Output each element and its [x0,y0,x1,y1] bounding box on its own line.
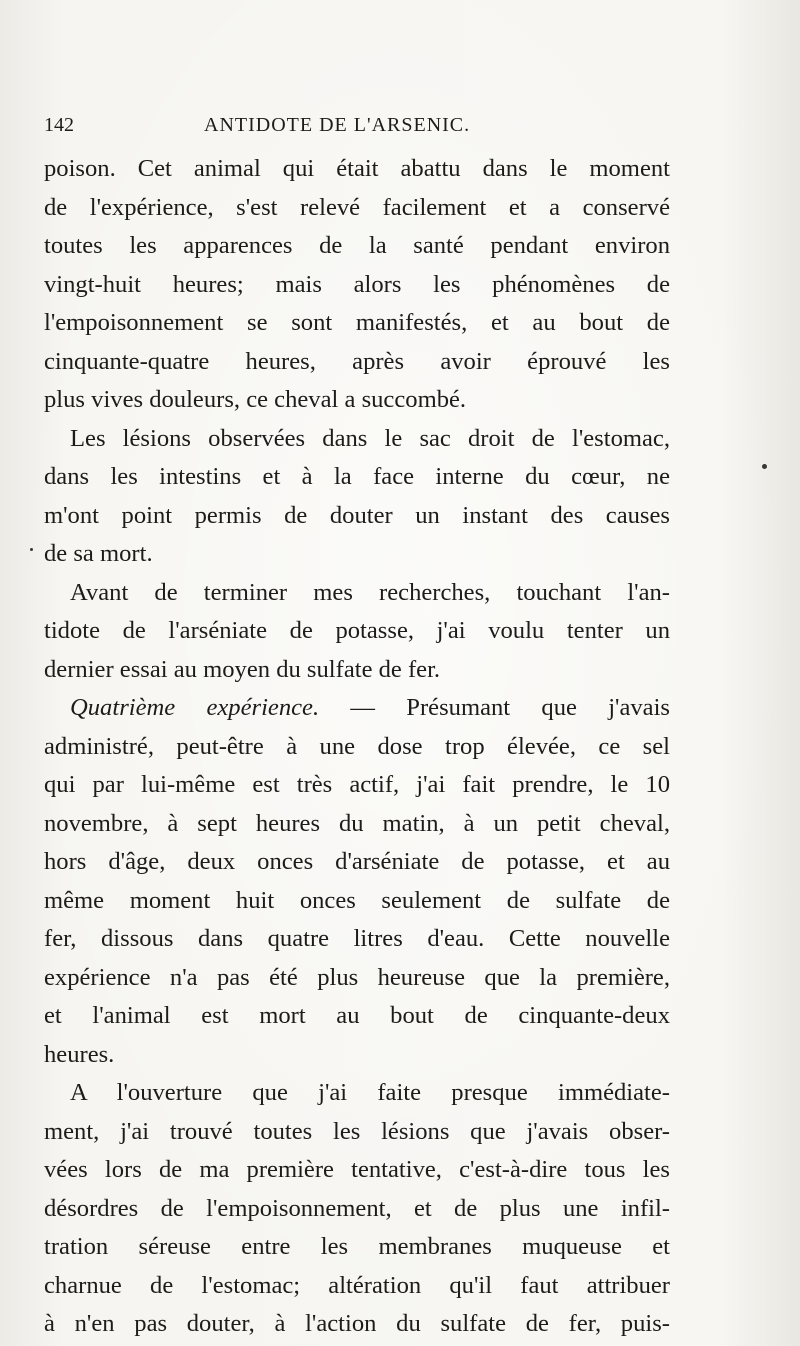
text-line: poison. Cet animal qui était abattu dans le moment [44,155,670,182]
text-line: même moment huit onces seulement de sulfate de [44,886,670,914]
text-line: toutes les apparences de la santé pendant environ [44,232,670,259]
print-speck [762,464,767,469]
text-line: cinquante-quatre heures, après avoir éprouvé les [44,347,670,375]
page-number: 142 [44,114,74,136]
text-line: charnue de l'estomac; altération qu'il faut attribuer [44,1271,670,1299]
text-line: tidote de l'arséniate de potasse, j'ai voulu tenter un [44,617,670,644]
text-line: de l'expérience, s'est relevé facilement et a conservé [44,193,670,221]
text-line: vées lors de ma première tentative, c'est-à-dire tous les [44,1156,670,1183]
text-line: plus vives douleurs, ce cheval a succombé. [44,386,467,413]
text-line: hors d'âge, deux onces d'arséniate de potasse, et au [44,848,670,875]
text-line: dans les intestins et à la face interne du cœur, ne [44,463,670,490]
text-line: désordres de l'empoisonnement, et de plus une infil- [44,1194,670,1222]
text-line: dernier essai au moyen du sulfate de fer. [44,655,441,683]
text-line: et l'animal est mort au bout de cinquante-deux [44,1002,670,1029]
text-line: expérience n'a pas été plus heureuse que la première, [44,963,670,991]
text-run: — Présumant que j'avais [319,694,670,721]
text-line: Les lésions observées dans le sac droit de l'estomac, [70,424,670,452]
text-line: Avant de terminer mes recherches, touchant l'an- [70,578,670,606]
body-text [44,150,670,1344]
text-line: novembre, à sept heures du matin, à un petit cheval, [44,809,670,837]
italic-heading: Quatrième expérience. [70,694,320,721]
text-line: fer, dissous dans quatre litres d'eau. Cette nouvelle [44,925,670,952]
text-line: ment, j'ai trouvé toutes les lésions que j'avais obser- [44,1117,670,1145]
text-line: heures. [44,1040,115,1068]
text-line: à n'en pas douter, à l'action du sulfate de fer, puis- [44,1310,670,1337]
text-line: qui par lui-même est très actif, j'ai fait prendre, le 10 [44,771,670,798]
running-title: ANTIDOTE DE L'ARSENIC. [204,114,471,136]
text-line: de sa mort. [44,540,153,567]
text-line: tration séreuse entre les membranes muqueuse et [44,1233,670,1260]
text-line: A l'ouverture que j'ai faite presque immédiate- [70,1079,670,1106]
text-line: l'empoisonnement se sont manifestés, et au bout de [44,309,670,336]
print-speck [30,548,33,551]
text-line: m'ont point permis de douter un instant des causes [44,501,670,529]
text-line [44,689,670,728]
text-line: administré, peut-être à une dose trop élevée, ce sel [44,732,670,760]
text-line: vingt-huit heures; mais alors les phénomènes de [44,270,670,298]
page-header [44,114,660,142]
